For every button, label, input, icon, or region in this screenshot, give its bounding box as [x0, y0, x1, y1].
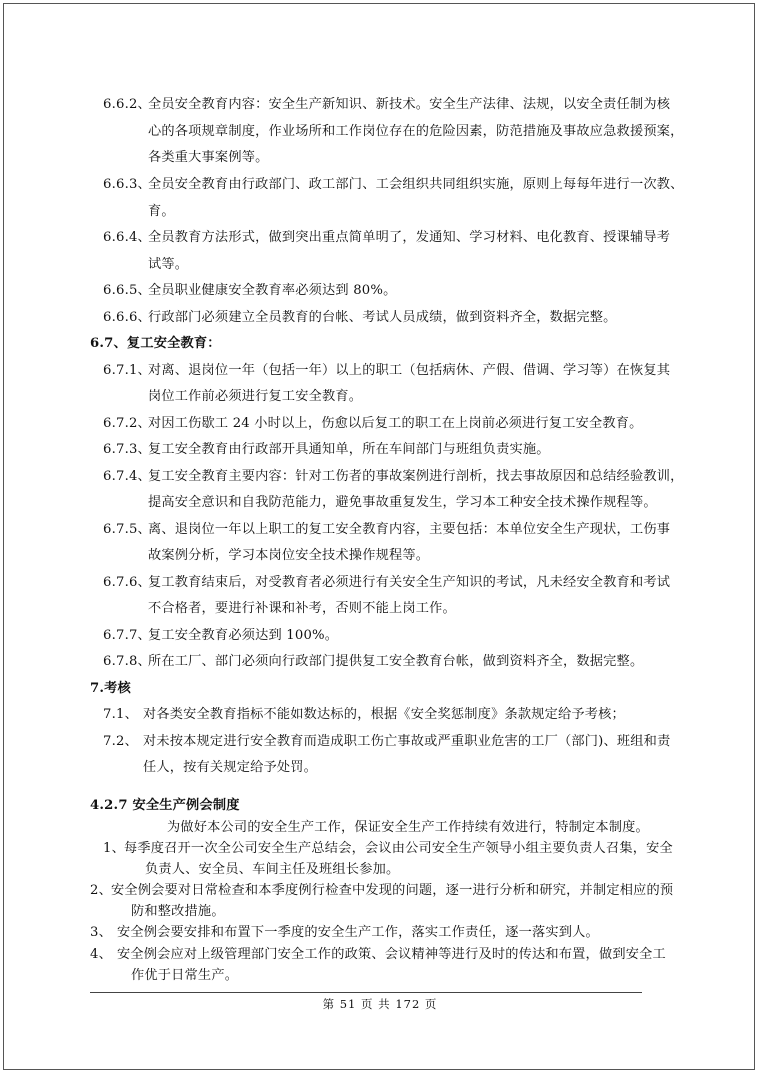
intro-text: 为做好本公司的安全生产工作，保证安全生产工作持续有效进行，特制定本制度。 — [167, 820, 649, 835]
clause-text: 全员安全教育由行政部门、政工部门、工会组织共同组织实施，原则上每每年进行一次教、 — [148, 177, 684, 192]
paragraph-6-7-2 — [0, 411, 760, 438]
heading-7 — [0, 676, 760, 703]
clause-text-cont: 试等。 — [148, 256, 189, 272]
item-number: 3、 — [90, 925, 112, 940]
clause-number: 6.6.5、 — [103, 283, 151, 298]
page-number: 第 51 页 共 172 页 — [322, 997, 438, 1011]
clause-text-cont: 任人，按有关规定给予处罚。 — [143, 760, 318, 775]
heading-4-2-7 — [0, 796, 760, 818]
paragraph-6-7-7 — [0, 623, 760, 650]
clause-text: 对因工伤歇工 24 小时以上，伤愈以后复工的职工在上岗前必须进行复工安全教育。 — [148, 415, 643, 431]
paragraph-6-7-1 — [0, 358, 760, 411]
item-text-cont: 防和整改措施。 — [131, 903, 225, 919]
paragraph-6-7-5 — [0, 517, 760, 570]
clause-text: 全员职业健康安全教育率必须达到 80%。 — [148, 283, 397, 298]
clause-text: 离、退岗位一年以上职工的复工安全教育内容，主要包括：本单位安全生产现状，工伤事 — [148, 521, 671, 537]
clause-text: 复工安全教育必须达到 100%。 — [148, 627, 339, 643]
section-heading: 6.7、复工安全教育： — [90, 336, 221, 351]
paragraph-6-7-6 — [0, 570, 760, 623]
clause-text-cont: 各类重大事案例等。 — [148, 150, 269, 165]
heading-6-7 — [0, 331, 760, 358]
paragraph-6-6-4 — [0, 225, 760, 278]
section-heading: 4.2.7 安全生产例会制度 — [90, 798, 240, 813]
clause-text: 全员安全教育内容：安全生产新知识、新技术。安全生产法律、法规，以安全责任制为核 — [148, 97, 671, 112]
section-heading: 7.考核 — [90, 680, 131, 696]
paragraph-6-6-5 — [0, 278, 760, 305]
clause-number: 7.2、 — [103, 733, 138, 749]
section-6-6 — [0, 92, 760, 782]
item-text: 每季度召开一次全公司安全生产总结会，会议由公司安全生产领导小组主要负责人召集，安全 — [124, 841, 673, 856]
paragraph-6-7-3 — [0, 437, 760, 464]
clause-number: 6.7.3、 — [103, 442, 151, 457]
clause-number: 7.1、 — [103, 707, 138, 722]
paragraph-6-6-3 — [0, 172, 760, 225]
clause-text: 全员教育方法形式，做到突出重点简单明了，发通知、学习材料、电化教育、授课辅导考 — [148, 230, 671, 245]
item-number: 1、 — [103, 841, 125, 856]
list-item — [0, 839, 760, 881]
list-item — [0, 945, 760, 987]
clause-number: 6.7.8、 — [103, 654, 151, 669]
clause-number: 6.7.1、 — [103, 362, 151, 378]
clause-text: 对离、退岗位一年（包括一年）以上的职工（包括病休、产假、借调、学习等）在恢复其 — [148, 362, 671, 378]
clause-number: 6.6.3、 — [103, 177, 151, 192]
clause-text: 复工安全教育由行政部开具通知单，所在车间部门与班组负责实施。 — [148, 442, 550, 457]
clause-number: 6.7.2、 — [103, 415, 151, 431]
item-text-cont: 作优于日常生产。 — [131, 967, 239, 983]
clause-number: 6.7.7、 — [103, 627, 151, 643]
clause-text-cont: 心的各项规章制度，作业场所和工作岗位存在的危险因素，防范措施及事故应急救援预案， — [148, 123, 684, 139]
list-item — [0, 923, 760, 945]
item-number: 4、 — [90, 947, 112, 962]
paragraph-7-1 — [0, 702, 760, 729]
clause-text-cont: 提高安全意识和自我防范能力，避免事故重复发生，学习本工种安全技术操作规程等。 — [148, 495, 657, 510]
clause-text-cont: 岗位工作前必须进行复工安全教育。 — [148, 389, 363, 404]
paragraph-6-7-4 — [0, 464, 760, 517]
item-number: 2、 — [90, 883, 112, 898]
paragraph-6-6-2 — [0, 92, 760, 172]
clause-number: 6.7.4、 — [103, 468, 151, 484]
clause-text: 所在工厂、部门必须向行政部门提供复工安全教育台帐，做到资料齐全，数据完整。 — [148, 654, 644, 669]
clause-text: 复工安全教育主要内容：针对工伤者的事故案例进行剖析，找去事故原因和总结经验教训， — [148, 468, 684, 484]
clause-text: 对未按本规定进行安全教育而造成职工伤亡事故或严重职业危害的工厂（部门)、班组和责 — [143, 733, 671, 749]
list-item — [0, 881, 760, 923]
clause-text-cont: 不合格者，要进行补课和补考，否则不能上岗工作。 — [148, 601, 456, 616]
item-text-cont: 负责人、安全员、车间主任及班组长参加。 — [145, 861, 400, 877]
item-text: 安全例会应对上级管理部门安全工作的政策、会议精神等进行及时的传达和布置，做到安全工 — [117, 947, 666, 962]
clause-text-cont: 育。 — [148, 203, 175, 219]
clause-number: 6.6.2、 — [103, 97, 151, 112]
clause-text: 对各类安全教育指标不能如数达标的，根据《安全奖惩制度》条款规定给予考核； — [143, 707, 625, 722]
clause-text: 行政部门必须建立全员教育的台帐、考试人员成绩，做到资料齐全，数据完整。 — [148, 309, 617, 325]
clause-number: 6.6.4、 — [103, 230, 151, 245]
clause-text-cont: 故案例分析，学习本岗位安全技术操作规程等。 — [148, 548, 430, 563]
item-text: 安全例会要安排和布置下一季度的安全生产工作，落实工作责任，逐一落实到人。 — [117, 925, 599, 940]
paragraph-6-6-6 — [0, 305, 760, 332]
clause-number: 6.7.5、 — [103, 521, 151, 537]
paragraph-7-2 — [0, 729, 760, 782]
intro-paragraph — [0, 818, 760, 839]
clause-text: 复工教育结束后，对受教育者必须进行有关安全生产知识的考试，凡未经安全教育和考试 — [148, 574, 671, 590]
footer-divider — [90, 992, 642, 993]
item-text: 安全例会要对日常检查和本季度例行检查中发现的问题，逐一进行分析和研究，并制定相应的预 — [111, 883, 674, 898]
paragraph-6-7-8 — [0, 649, 760, 676]
section-4-2-7 — [0, 796, 760, 987]
clause-number: 6.6.6、 — [103, 309, 151, 325]
clause-number: 6.7.6、 — [103, 574, 151, 590]
